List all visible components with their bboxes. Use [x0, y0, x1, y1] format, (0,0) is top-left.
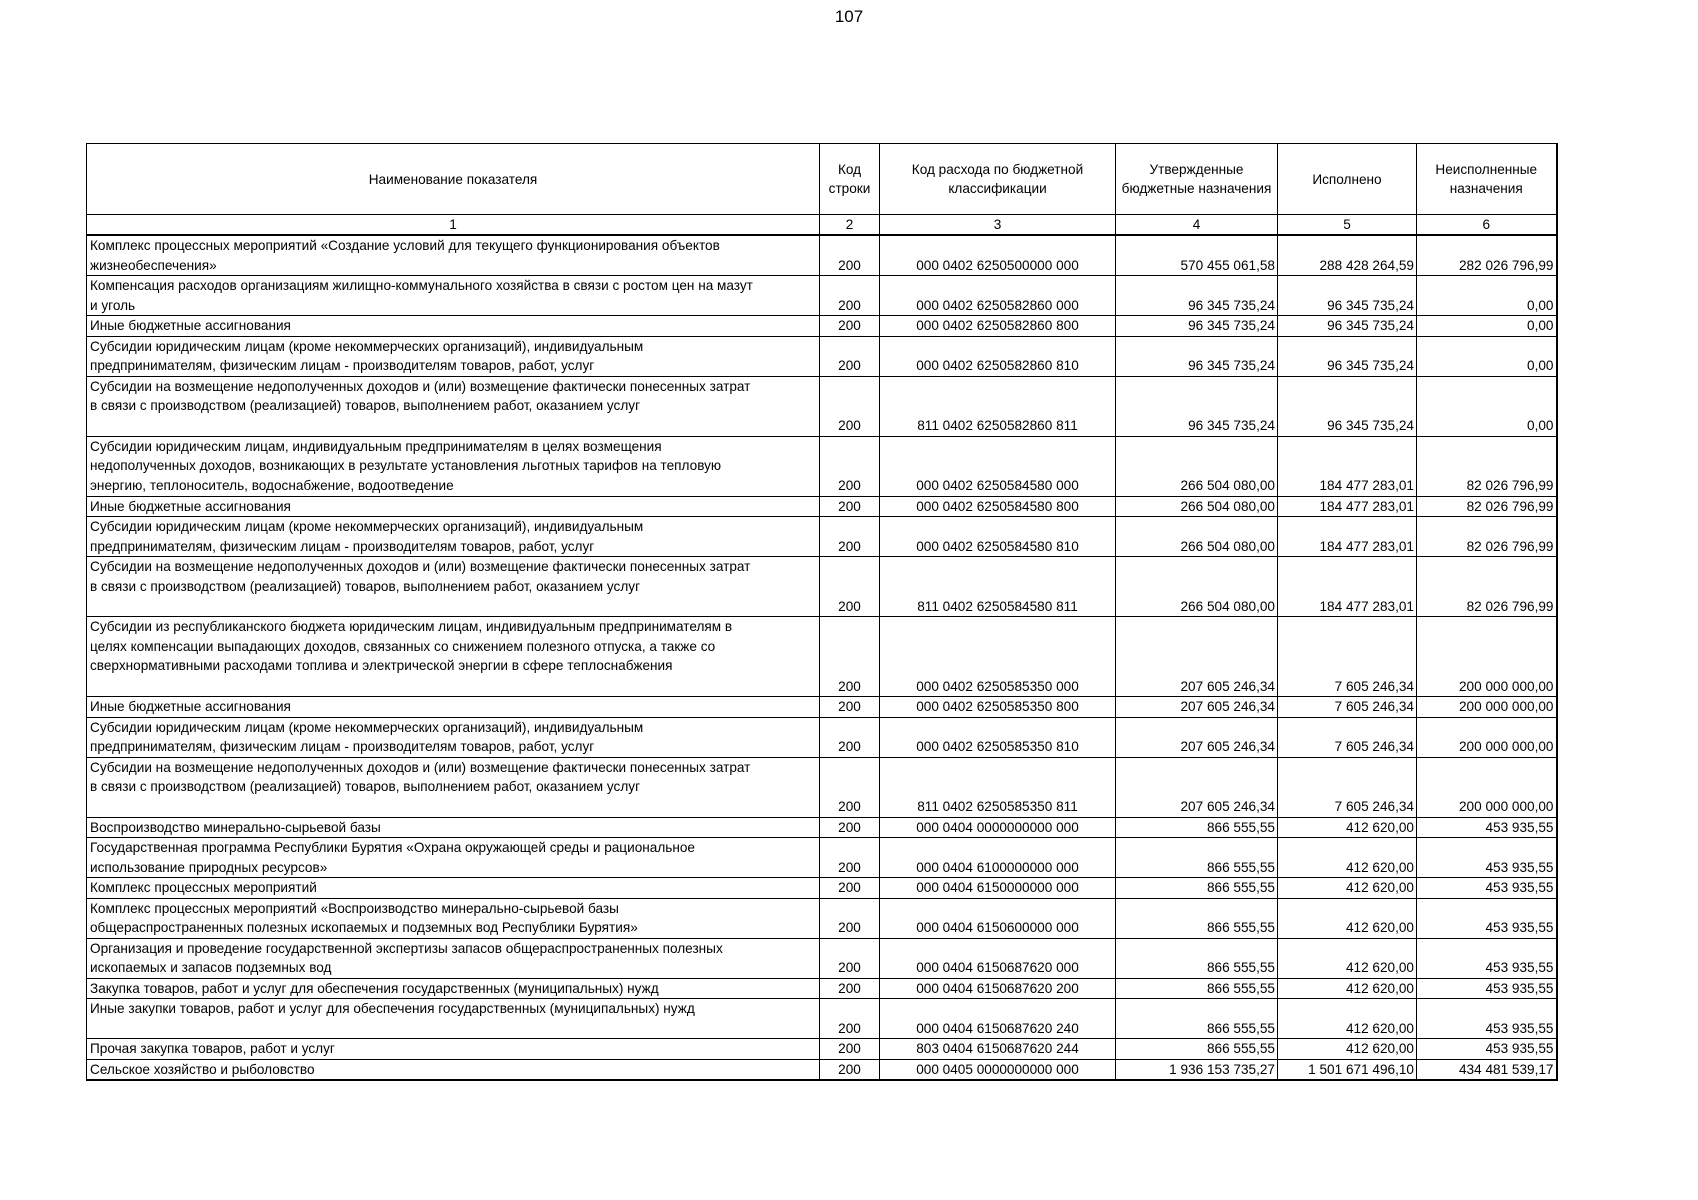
row-approved: 96 345 735,24 — [1116, 276, 1278, 316]
row-name — [87, 517, 820, 557]
row-unexecuted: 200 000 000,00 — [1417, 697, 1557, 718]
row-line-code: 200 — [820, 697, 880, 718]
table-row — [87, 235, 1557, 276]
header-line-code: Код строки — [820, 144, 880, 215]
row-line-code: 200 — [820, 938, 880, 978]
column-number: 3 — [880, 215, 1116, 236]
row-executed: 412 620,00 — [1278, 817, 1417, 838]
column-number-row — [87, 215, 1557, 236]
row-name — [87, 697, 820, 718]
row-line-code: 200 — [820, 817, 880, 838]
row-name — [87, 376, 820, 436]
table-row — [87, 878, 1557, 899]
row-approved: 266 504 080,00 — [1116, 517, 1278, 557]
row-budget-code: 000 0402 6250585350 800 — [880, 697, 1116, 718]
row-approved: 266 504 080,00 — [1116, 436, 1278, 496]
header-executed: Исполнено — [1278, 144, 1417, 215]
column-number: 6 — [1417, 215, 1557, 236]
row-executed: 412 620,00 — [1278, 938, 1417, 978]
row-executed: 7 605 246,34 — [1278, 717, 1417, 757]
row-budget-code: 000 0404 6150687620 240 — [880, 999, 1116, 1039]
row-unexecuted: 453 935,55 — [1417, 898, 1557, 938]
table-header-row — [87, 144, 1557, 215]
row-line-code: 200 — [820, 898, 880, 938]
row-budget-code: 000 0404 6150687620 200 — [880, 978, 1116, 999]
row-approved: 96 345 735,24 — [1116, 336, 1278, 376]
row-unexecuted: 0,00 — [1417, 376, 1557, 436]
row-name-text: Комплекс процессных мероприятий — [90, 880, 317, 895]
header-name: Наименование показателя — [87, 144, 820, 215]
row-executed: 412 620,00 — [1278, 1039, 1417, 1060]
table-row — [87, 276, 1557, 316]
column-number: 2 — [820, 215, 880, 236]
row-name — [87, 336, 820, 376]
row-approved: 866 555,55 — [1116, 838, 1278, 878]
row-unexecuted: 453 935,55 — [1417, 1039, 1557, 1060]
row-approved: 207 605 246,34 — [1116, 757, 1278, 817]
row-executed: 184 477 283,01 — [1278, 496, 1417, 517]
row-name-text: Иные бюджетные ассигнования — [90, 699, 291, 714]
row-unexecuted: 434 481 539,17 — [1417, 1059, 1557, 1080]
row-budget-code: 000 0402 6250584580 800 — [880, 496, 1116, 517]
row-executed: 288 428 264,59 — [1278, 235, 1417, 276]
row-name-text: Субсидии на возмещение недополученных доходов и (или) возмещение фактически понесенных затрат в связи с производством (реализацией) товаров, выполнением работ, оказанием услуг — [90, 378, 751, 413]
row-name — [87, 838, 820, 878]
row-executed: 412 620,00 — [1278, 978, 1417, 999]
header-unexecuted: Неисполненные назначения — [1417, 144, 1557, 215]
row-name — [87, 316, 820, 337]
row-name — [87, 557, 820, 617]
row-name-text: Иные закупки товаров, работ и услуг для обеспечения государственных (муниципальных) нужд — [90, 1001, 695, 1016]
row-approved: 866 555,55 — [1116, 817, 1278, 838]
row-name-text: Субсидии из республиканского бюджета юридическим лицам, индивидуальным предпринимателям в целях компенсации выпадающих доходов, связанных со снижением полезного отпуска, а также со сверхнормативными расходами топлива и электрической энергии в сфере теплоснабжения — [90, 619, 733, 673]
row-name — [87, 999, 820, 1039]
table-row — [87, 1059, 1557, 1080]
table-row — [87, 817, 1557, 838]
row-approved: 207 605 246,34 — [1116, 717, 1278, 757]
row-line-code: 200 — [820, 838, 880, 878]
page-number: 107 — [834, 7, 864, 26]
row-name-text: Прочая закупка товаров, работ и услуг — [90, 1041, 335, 1056]
row-executed: 96 345 735,24 — [1278, 336, 1417, 376]
table-row — [87, 898, 1557, 938]
row-unexecuted: 82 026 796,99 — [1417, 517, 1557, 557]
row-name — [87, 617, 820, 697]
row-executed: 96 345 735,24 — [1278, 276, 1417, 316]
row-executed: 184 477 283,01 — [1278, 557, 1417, 617]
row-name — [87, 235, 820, 276]
row-approved: 866 555,55 — [1116, 938, 1278, 978]
row-line-code: 200 — [820, 978, 880, 999]
table-row — [87, 938, 1557, 978]
row-unexecuted: 453 935,55 — [1417, 838, 1557, 878]
row-unexecuted: 200 000 000,00 — [1417, 617, 1557, 697]
row-approved: 96 345 735,24 — [1116, 376, 1278, 436]
row-name — [87, 717, 820, 757]
row-name-text: Закупка товаров, работ и услуг для обеспечения государственных (муниципальных) нужд — [90, 980, 659, 996]
table-row — [87, 496, 1557, 517]
row-approved: 866 555,55 — [1116, 999, 1278, 1039]
table-row — [87, 978, 1557, 999]
table-row — [87, 1039, 1557, 1060]
row-line-code: 200 — [820, 1059, 880, 1080]
row-line-code: 200 — [820, 316, 880, 337]
row-executed: 184 477 283,01 — [1278, 436, 1417, 496]
row-budget-code: 811 0402 6250584580 811 — [880, 557, 1116, 617]
row-name-text: Иные бюджетные ассигнования — [90, 498, 291, 514]
row-name — [87, 436, 820, 496]
row-name-text: Организация и проведение государственной экспертизы запасов общераспространенных полезных ископаемых и запасов подземных вод — [90, 940, 723, 975]
row-budget-code: 000 0402 6250582860 800 — [880, 316, 1116, 337]
row-unexecuted: 453 935,55 — [1417, 978, 1557, 999]
row-line-code: 200 — [820, 376, 880, 436]
header-budget-code: Код расхода по бюджетной классификации — [880, 144, 1116, 215]
table-row — [87, 436, 1557, 496]
row-line-code: 200 — [820, 717, 880, 757]
row-name — [87, 1059, 820, 1080]
table-row — [87, 316, 1557, 337]
row-budget-code: 000 0404 6150000000 000 — [880, 878, 1116, 899]
row-budget-code: 000 0402 6250584580 810 — [880, 517, 1116, 557]
row-budget-code: 000 0402 6250585350 000 — [880, 617, 1116, 697]
row-unexecuted: 453 935,55 — [1417, 938, 1557, 978]
row-executed: 7 605 246,34 — [1278, 697, 1417, 718]
row-name-text: Субсидии на возмещение недополученных доходов и (или) возмещение фактически понесенных затрат в связи с производством (реализацией) товаров, выполнением работ, оказанием услуг — [90, 759, 751, 794]
row-name-text: Комплекс процессных мероприятий «Создание условий для текущего функционирования объектов жизнеобеспечения» — [90, 238, 720, 273]
budget-execution-table — [86, 143, 1558, 1081]
row-executed: 184 477 283,01 — [1278, 517, 1417, 557]
row-name-text: Воспроизводство минерально-сырьевой базы — [90, 819, 381, 835]
row-executed: 412 620,00 — [1278, 878, 1417, 899]
row-approved: 866 555,55 — [1116, 1039, 1278, 1060]
row-name-text: Компенсация расходов организациям жилищно-коммунального хозяйства в связи с ростом цен на мазут и уголь — [90, 278, 753, 313]
column-number: 5 — [1278, 215, 1417, 236]
row-line-code: 200 — [820, 235, 880, 276]
row-line-code: 200 — [820, 336, 880, 376]
header-approved: Утвержденные бюджетные назначения — [1116, 144, 1278, 215]
table-row — [87, 336, 1557, 376]
row-unexecuted: 82 026 796,99 — [1417, 557, 1557, 617]
row-name-text: Государственная программа Республики Бурятия «Охрана окружающей среды и рациональное использование природных ресурсов» — [90, 840, 695, 875]
column-number: 1 — [87, 215, 820, 236]
table-row — [87, 999, 1557, 1039]
row-line-code: 200 — [820, 557, 880, 617]
row-name — [87, 757, 820, 817]
row-budget-code: 803 0404 6150687620 244 — [880, 1039, 1116, 1060]
row-line-code: 200 — [820, 1039, 880, 1060]
row-unexecuted: 200 000 000,00 — [1417, 717, 1557, 757]
row-executed: 412 620,00 — [1278, 838, 1417, 878]
row-executed: 96 345 735,24 — [1278, 316, 1417, 337]
row-name-text: Сельское хозяйство и рыболовство — [90, 1061, 315, 1077]
row-line-code: 200 — [820, 617, 880, 697]
row-budget-code: 000 0402 6250584580 000 — [880, 436, 1116, 496]
row-budget-code: 000 0404 6150687620 000 — [880, 938, 1116, 978]
row-name — [87, 898, 820, 938]
row-budget-code: 000 0404 6100000000 000 — [880, 838, 1116, 878]
row-budget-code: 000 0402 6250500000 000 — [880, 235, 1116, 276]
row-approved: 866 555,55 — [1116, 878, 1278, 899]
row-budget-code: 000 0402 6250582860 000 — [880, 276, 1116, 316]
row-name — [87, 496, 820, 517]
row-unexecuted: 82 026 796,99 — [1417, 496, 1557, 517]
table-row — [87, 376, 1557, 436]
row-budget-code: 811 0402 6250585350 811 — [880, 757, 1116, 817]
row-line-code: 200 — [820, 517, 880, 557]
row-approved: 570 455 061,58 — [1116, 235, 1278, 276]
row-line-code: 200 — [820, 436, 880, 496]
row-approved: 1 936 153 735,27 — [1116, 1059, 1278, 1080]
row-approved: 266 504 080,00 — [1116, 557, 1278, 617]
row-executed: 7 605 246,34 — [1278, 617, 1417, 697]
row-budget-code: 811 0402 6250582860 811 — [880, 376, 1116, 436]
row-name — [87, 817, 820, 838]
row-executed: 412 620,00 — [1278, 898, 1417, 938]
row-line-code: 200 — [820, 878, 880, 899]
row-unexecuted: 453 935,55 — [1417, 817, 1557, 838]
table-row — [87, 717, 1557, 757]
row-approved: 207 605 246,34 — [1116, 617, 1278, 697]
row-unexecuted: 453 935,55 — [1417, 999, 1557, 1039]
row-approved: 866 555,55 — [1116, 978, 1278, 999]
row-line-code: 200 — [820, 496, 880, 517]
row-name — [87, 978, 820, 999]
row-executed: 412 620,00 — [1278, 999, 1417, 1039]
table-row — [87, 617, 1557, 697]
row-approved: 866 555,55 — [1116, 898, 1278, 938]
row-line-code: 200 — [820, 999, 880, 1039]
row-unexecuted: 82 026 796,99 — [1417, 436, 1557, 496]
row-budget-code: 000 0402 6250585350 810 — [880, 717, 1116, 757]
row-approved: 96 345 735,24 — [1116, 316, 1278, 337]
row-name-text: Субсидии юридическим лицам, индивидуальным предпринимателям в целях возмещения недополученных доходов, возникающих в результате установления льготных тарифов на тепловую энергию, теплоноситель, водоснабжение, водоотведение — [90, 438, 722, 493]
row-budget-code: 000 0404 0000000000 000 — [880, 817, 1116, 838]
row-name — [87, 878, 820, 899]
row-budget-code: 000 0402 6250582860 810 — [880, 336, 1116, 376]
row-approved: 266 504 080,00 — [1116, 496, 1278, 517]
row-name-text: Субсидии юридическим лицам (кроме некоммерческих организаций), индивидуальным предпринимателям, физическим лицам - производителям товаров, работ, услуг — [90, 519, 644, 554]
row-budget-code: 000 0404 6150600000 000 — [880, 898, 1116, 938]
row-unexecuted: 453 935,55 — [1417, 878, 1557, 899]
row-executed: 1 501 671 496,10 — [1278, 1059, 1417, 1080]
row-name-text: Иные бюджетные ассигнования — [90, 318, 291, 333]
row-unexecuted: 0,00 — [1417, 276, 1557, 316]
table-row — [87, 838, 1557, 878]
row-name — [87, 938, 820, 978]
row-name-text: Комплекс процессных мероприятий «Воспроизводство минерально-сырьевой базы общераспространенных полезных ископаемых и подземных вод Республики Бурятия» — [90, 900, 638, 935]
table-row — [87, 517, 1557, 557]
row-name-text: Субсидии юридическим лицам (кроме некоммерческих организаций), индивидуальным предпринимателям, физическим лицам - производителям товаров, работ, услуг — [90, 719, 644, 754]
row-unexecuted: 0,00 — [1417, 336, 1557, 376]
row-name — [87, 276, 820, 316]
row-executed: 7 605 246,34 — [1278, 757, 1417, 817]
table-row — [87, 697, 1557, 718]
column-number: 4 — [1116, 215, 1278, 236]
row-unexecuted: 282 026 796,99 — [1417, 235, 1557, 276]
row-approved: 207 605 246,34 — [1116, 697, 1278, 718]
row-line-code: 200 — [820, 757, 880, 817]
table-row — [87, 757, 1557, 817]
row-unexecuted: 200 000 000,00 — [1417, 757, 1557, 817]
table-row — [87, 557, 1557, 617]
row-unexecuted: 0,00 — [1417, 316, 1557, 337]
row-executed: 96 345 735,24 — [1278, 376, 1417, 436]
row-name — [87, 1039, 820, 1060]
row-name-text: Субсидии на возмещение недополученных доходов и (или) возмещение фактически понесенных затрат в связи с производством (реализацией) товаров, выполнением работ, оказанием услуг — [90, 559, 751, 594]
row-budget-code: 000 0405 0000000000 000 — [880, 1059, 1116, 1080]
row-name-text: Субсидии юридическим лицам (кроме некоммерческих организаций), индивидуальным предпринимателям, физическим лицам - производителям товаров, работ, услуг — [90, 338, 644, 373]
row-line-code: 200 — [820, 276, 880, 316]
